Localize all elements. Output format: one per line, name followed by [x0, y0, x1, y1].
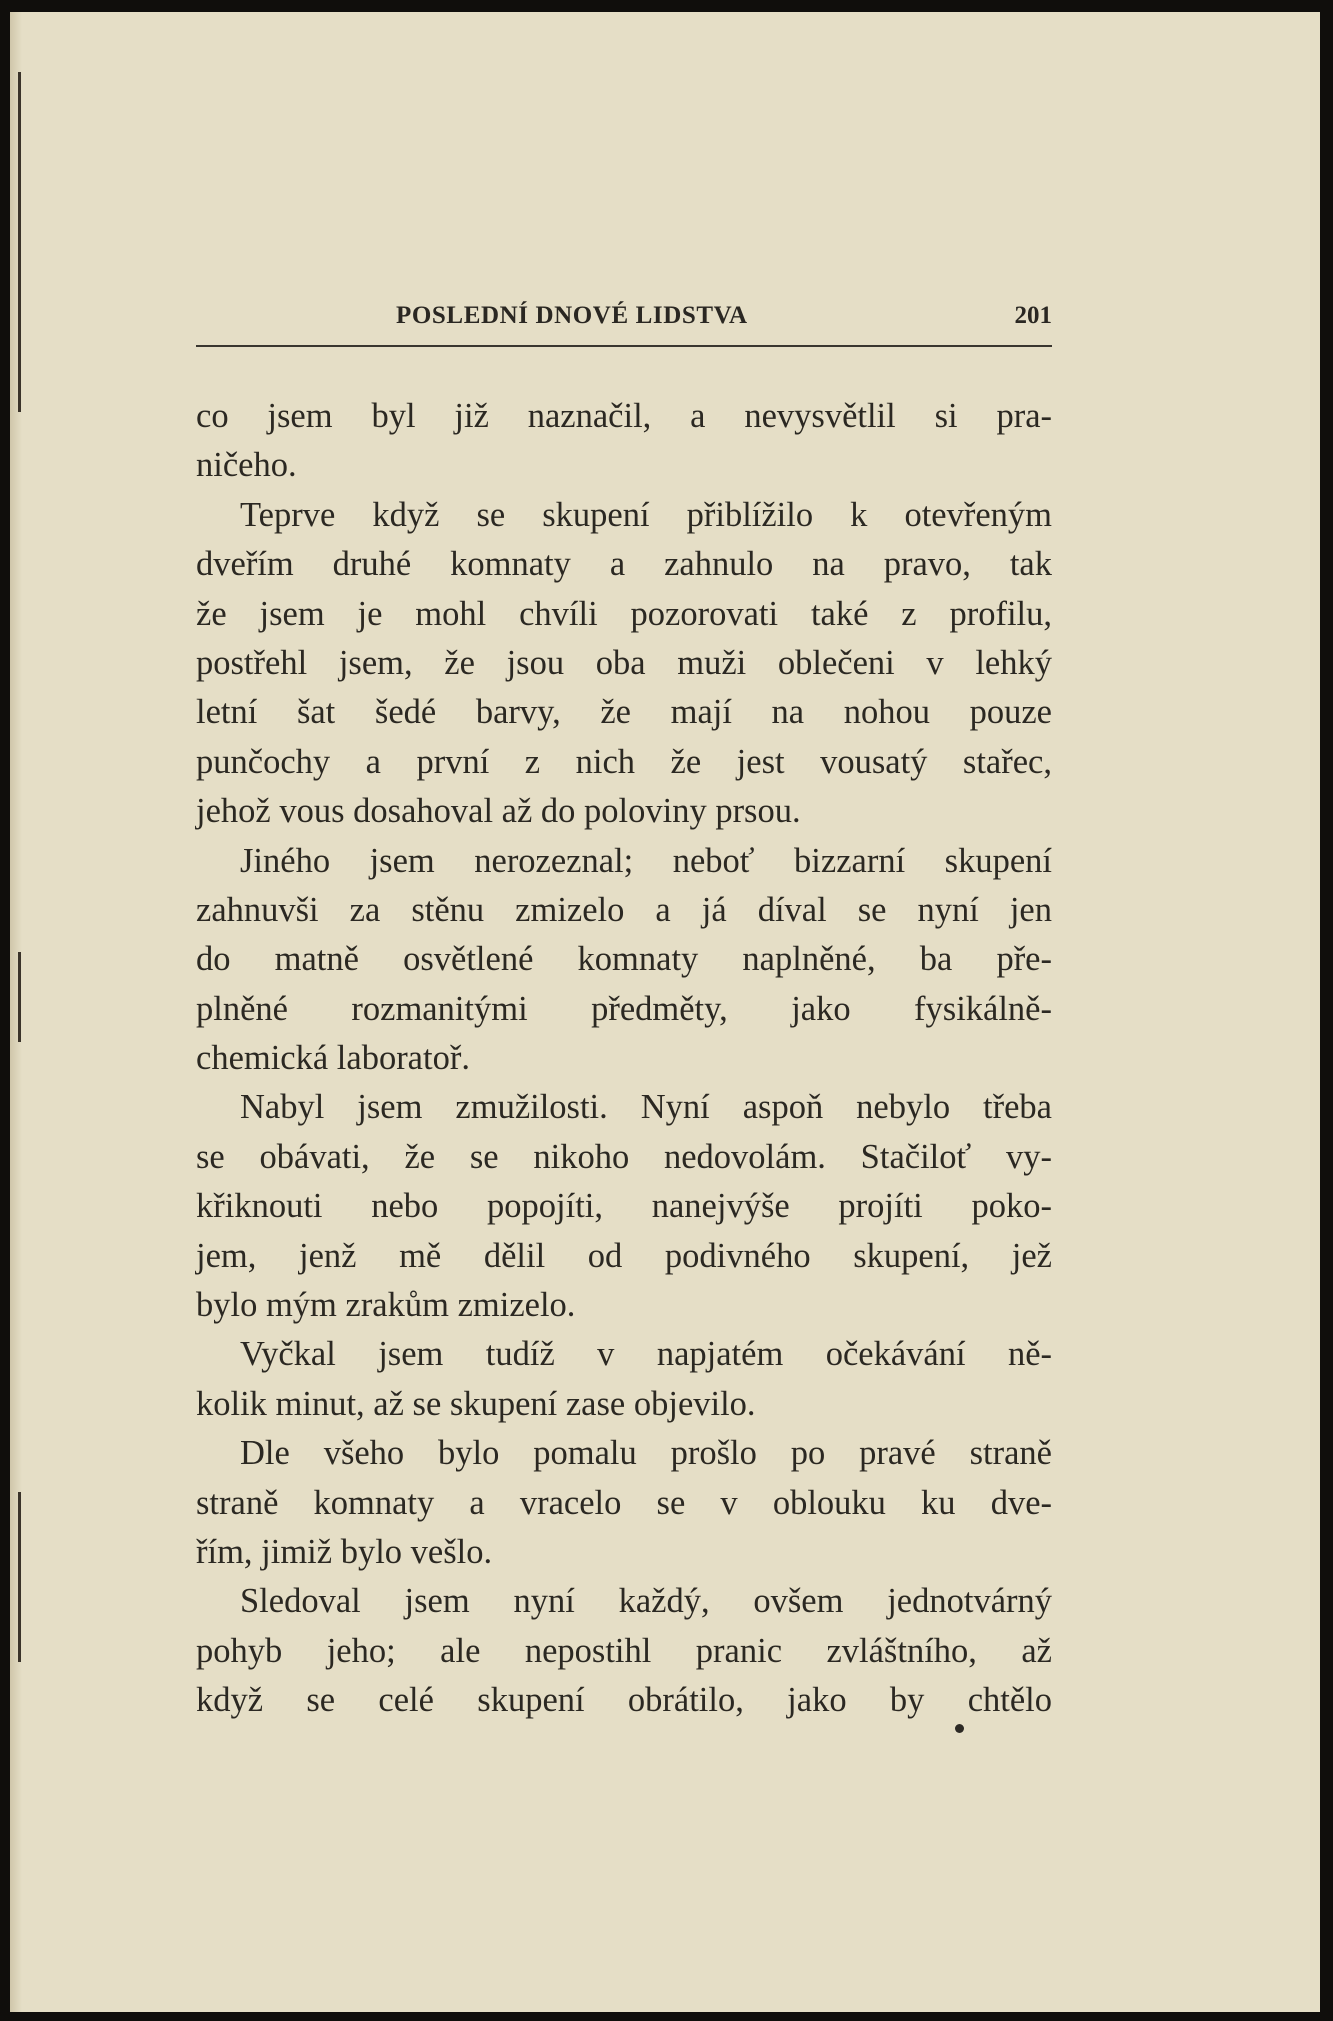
text-line: zahnuvši za stěnu zmizelo a já díval se nyní jen — [196, 890, 1052, 929]
text-line: řím, jimiž bylo vešlo. — [196, 1532, 493, 1571]
page-number: 201 — [1014, 302, 1052, 329]
text-line: postřehl jsem, že jsou oba muži oblečeni v lehký — [196, 643, 1052, 682]
text-line: že jsem je mohl chvíli pozorovati také z profilu, — [196, 594, 1052, 633]
header-rule — [196, 345, 1052, 347]
text-line: se obávati, že se nikoho nedovolám. Stačiloť vy- — [196, 1137, 1052, 1176]
text-line: plněné rozmanitými předměty, jako fysikálně- — [196, 989, 1052, 1028]
text-line: bylo mým zrakům zmizelo. — [196, 1286, 576, 1325]
text-line: jem, jenž mě dělil od podivného skupení, jež — [196, 1236, 1052, 1275]
text-line: Vyčkal jsem tudíž v napjatém očekávání ně- — [240, 1335, 1052, 1374]
text-line: punčochy a první z nich že jest vousatý stařec, — [196, 742, 1052, 781]
book-page — [10, 12, 1320, 2012]
text-line: dveřím druhé komnaty a zahnulo na pravo, tak — [196, 545, 1052, 584]
text-line: do matně osvětlené komnaty naplněné, ba pře- — [196, 940, 1052, 979]
text-line: chemická laboratoř. — [196, 1039, 470, 1078]
text-line: straně komnaty a vracelo se v oblouku ku dve- — [196, 1483, 1052, 1522]
running-head: POSLEDNÍ DNOVÉ LIDSTVA — [396, 302, 748, 329]
text-line: pohyb jeho; ale nepostihl pranic zvláštního, až — [196, 1631, 1052, 1670]
spine-mark — [18, 72, 21, 412]
body-text — [196, 392, 1052, 1726]
text-line: letní šat šedé barvy, že mají na nohou pouze — [196, 693, 1052, 732]
text-line: ničeho. — [196, 446, 297, 485]
spine-mark — [18, 952, 21, 1042]
text-line: kolik minut, až se skupení zase objevilo. — [196, 1384, 756, 1423]
text-line: Dle všeho bylo pomalu prošlo po pravé straně — [240, 1434, 1052, 1473]
text-line: Jiného jsem nerozeznal; neboť bizzarní skupení — [240, 841, 1052, 880]
text-line: křiknouti nebo popojíti, nanejvýše projíti poko- — [196, 1187, 1052, 1226]
text-line: jehož vous dosahoval až do poloviny prsou. — [196, 792, 801, 831]
page-header — [196, 302, 1052, 334]
text-line: Nabyl jsem zmužilosti. Nyní aspoň nebylo třeba — [240, 1088, 1052, 1127]
text-line: Teprve když se skupení přiblížilo k otevřeným — [240, 495, 1052, 534]
text-line: když se celé skupení obrátilo, jako by chtělo — [196, 1681, 1052, 1720]
text-line: co jsem byl již naznačil, a nevysvětlil si pra- — [196, 397, 1052, 435]
spine-mark — [18, 1492, 21, 1662]
ink-dot — [955, 1724, 964, 1733]
text-line: Sledoval jsem nyní každý, ovšem jednotvárný — [240, 1582, 1052, 1621]
